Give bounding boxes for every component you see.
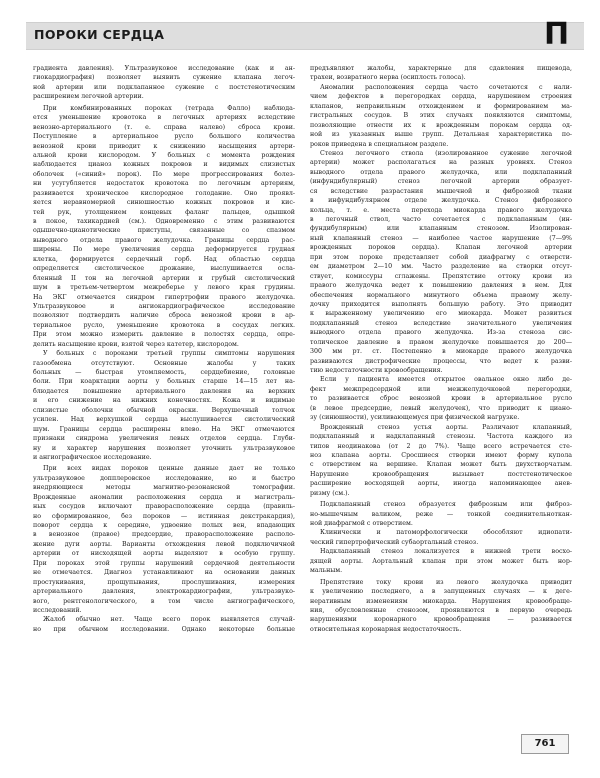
text-line: ультразвуковое допплеровское исследование, но и быстро xyxy=(33,474,295,482)
text-line: с отверстием на вершине. Клапан может быть двухстворчатым. xyxy=(310,461,572,469)
text-line: усилен. Над верхушкой сердца выслушивается систолический xyxy=(33,416,295,424)
text-line: дочку приходится выполнять большую работу. Это приводит xyxy=(310,300,572,308)
text-line: ствует, комиссуры сглажены. Препятствие оттоку крови из xyxy=(310,272,572,280)
text-line: Стеноз легочного ствола (изолированное сужение легочной xyxy=(320,149,572,157)
text-line: больных — быстрая утомляемость, сердцебиение, головные xyxy=(33,369,295,376)
text-line: яется неравномерной синюшностью кожных покровов и кис- xyxy=(33,199,295,207)
text-line: и его снижение на нижних конечностях. Кожа и видимые xyxy=(33,397,295,405)
text-line: мальным. xyxy=(310,567,343,575)
page-title: ПОРОКИ СЕРДЦА xyxy=(34,27,165,42)
text-line: бленный II тон на легочной артерии и грубый систолический xyxy=(33,274,295,282)
text-line: в легочный ствол, часто сочетается с подклапанным (ин- xyxy=(310,216,572,223)
text-line: ный клапанный стеноз — наиболее частое нарушение (7—9% xyxy=(310,234,572,242)
text-line: градиента давления). Ультразвуковое исследование (как и ан- xyxy=(33,65,295,72)
page-number: 761 xyxy=(521,734,569,754)
text-line: шум. Границы сердца расширены влево. На ЭКГ отмечаются xyxy=(33,425,295,433)
text-line: Ультразвуковое и ангиокардиографическое исследование xyxy=(33,302,295,310)
text-line: подклапанный и надклапанный стенозы. Частота каждого из xyxy=(310,433,572,441)
text-line: Нарушение кровообращения вызывает постстенотическое xyxy=(310,470,572,478)
text-line: расширением легочной артерии. xyxy=(33,93,144,101)
text-line: фундибулярным) или клапанным стенозом. Изолирован- xyxy=(310,225,572,233)
text-line: газообмена отсутствуют. Основные жалобы у таких xyxy=(33,359,295,367)
text-line: венозно-артериального (т. е. справа налево) сброса крови. xyxy=(33,123,295,131)
text-line: относительная коронарная недостаточность. xyxy=(310,625,462,633)
text-line: признаки синдрома увеличения левых отделов сердца. Глуби- xyxy=(33,435,295,443)
text-line: ной артерии или подклапанное сужение с постстенотическим xyxy=(33,83,295,91)
text-line: ся вследствие разрастания мышечной и фиброзной ткани xyxy=(310,187,572,195)
text-line: вого, рентгенологического, в том числе ангиографического, xyxy=(33,597,295,605)
text-line: Подклапанный стеноз образуется фиброзным или фиброз- xyxy=(320,501,572,509)
text-line: Врожденный стеноз устья аорты. Различают клапанный, xyxy=(320,423,572,431)
text-line: развивается хроническое кислородное голодание. Оно проявл- xyxy=(33,189,295,197)
text-line: слизистые оболочки обычной окраски. Верхушечный толчок xyxy=(33,406,295,414)
text-line: при этом пороке представляет собой диафрагму с отверсти- xyxy=(310,253,572,261)
text-line: врожденных пороков сердца). Клапан легочной артерии xyxy=(310,244,572,252)
text-line: обеспечения нормального минутного объема правому желу- xyxy=(310,291,572,299)
text-line: артерии) может располагаться на разных уровнях. Стеноз xyxy=(310,159,572,167)
text-line: позволяют подтвердить наличие сброса венозной крови в ар- xyxy=(33,312,295,320)
text-line: то развивается сброс венозной крови в артериальное русло xyxy=(310,395,572,403)
text-line: шум в третьем-четвертом межреберье у левого края грудины. xyxy=(33,284,295,292)
text-line: Аномалии расположения сердца часто сочетаются с нали- xyxy=(320,83,572,91)
text-line: артерии от нисходящей аорты выделяют в особую группу. xyxy=(33,550,295,558)
text-line: внедряющиеся методы магнитно-резонансной томографии. xyxy=(33,484,295,492)
text-line: жение дуги аорты. Варианты отхождения левой подключичной xyxy=(33,540,295,548)
text-line: При всех видах пороков ценные данные дает не только xyxy=(43,465,295,473)
text-line: нарушениями коронарного кровообращения — развивается xyxy=(310,616,572,624)
text-line: выводного отдела правого желудочка. Границы сердца рас- xyxy=(33,236,295,244)
text-line: альной крови кислородом. У больных с момента рождения xyxy=(33,151,295,159)
text-line: позволяющие отнести их к врожденным порокам сердца од- xyxy=(310,121,572,129)
text-line: подклапанный стеноз вследствие значительного увеличения xyxy=(310,319,572,327)
text-line: При комбинированных пороках (тетрада Фалло) наблюда- xyxy=(43,104,295,112)
text-line: гистральных сосудов. В этих случаях появляются симптомы, xyxy=(310,112,572,120)
text-line: При этом можно измерить давление в полостях сердца, опре- xyxy=(33,331,295,339)
text-line: Надклапанный стеноз локализуется в нижней трети восхо- xyxy=(320,548,572,556)
text-line: ни усугубляется недостаток кровотока по легочным артериям, xyxy=(33,180,295,188)
text-line: Если у пациента имеется открытое овальное окно либо де- xyxy=(320,376,572,384)
text-line: чием дефектов в перегородках сердца, нарушением строения xyxy=(310,93,572,101)
text-line: неративным изменениям миокарда. Нарушения кровообраще- xyxy=(310,597,572,605)
text-line: ем диаметром 2—10 мм. Часто разделение на створки отсут- xyxy=(310,263,572,271)
text-line: исследований. xyxy=(33,606,82,614)
text-line: поворот сердца к середине, удвоение полых вен, впадающих xyxy=(33,522,295,529)
text-line: При пороках этой группы нарушений сердечной деятельности xyxy=(33,559,295,567)
text-line: к увеличению последнего, а в запущенных случаях — к деге- xyxy=(310,588,572,596)
text-line: (инфундибулярный) стеноз легочной артерии образует- xyxy=(310,178,572,186)
text-line: У больных с пороками третьей группы симптомы нарушения xyxy=(43,350,295,358)
text-line: выводного отдела правого желудочка. Из-за стеноза сис- xyxy=(310,329,572,337)
text-line: в покое, тахикардией (см.). Одновременно с этим развиваются xyxy=(33,218,295,225)
text-line: толическое давление в правом желудочке повышается до 200— xyxy=(310,338,572,346)
text-line: Жалоб обычно нет. Чаще всего порок выявляется случай- xyxy=(43,616,295,624)
text-line: ется уменьшение кровотока в легочных артериях вследствие xyxy=(33,114,295,122)
text-line: На ЭКГ отмечается синдром гипертрофии правого желудочка. xyxy=(33,293,295,301)
text-line: к выраженному увеличению его миокарда. Может развиться xyxy=(310,310,572,318)
text-line: в инфундибулярном отделе желудочка. Стеноз фиброзного xyxy=(310,197,572,205)
text-line: боли. При коарктации аорты у больных старше 14—15 лет на- xyxy=(33,378,295,386)
text-line: (в левое предсердие, левый желудочек), что приводит к циано- xyxy=(310,404,572,412)
text-line: ческий гипертрофический субаортальный стеноз. xyxy=(310,538,479,546)
text-line: ной из указанных выше групп. Детальная характеристика по- xyxy=(310,131,572,139)
text-line: трахеи, возвратного нерва (осиплость голоса). xyxy=(310,74,466,82)
text-line: ных сосудов включают праворасположение сердца (правиль- xyxy=(33,503,295,511)
section-letter: П xyxy=(544,17,570,52)
text-line: зу (синюшности), усиливающемуся при физической нагрузке. xyxy=(310,414,520,422)
text-line: в венозное (правое) предсердие, праворасположение располо- xyxy=(33,531,295,539)
text-line: предъявляют жалобы, характерные для сдавления пищевода, xyxy=(310,65,572,72)
text-line: правого желудочка ведет к повышению давления в нем. Для xyxy=(310,282,572,290)
text-line: фект межпредсердной или межжелудочковой перегородки, xyxy=(310,385,572,393)
text-line: Клинически и патоморфологически обособляют идиопати- xyxy=(320,529,572,537)
text-line: развиваются дистрофические процессы, что ведет к разви- xyxy=(310,357,572,365)
text-line: ризму (см.). xyxy=(310,489,350,497)
text-line: типов неодинакова (от 2 до 7%). Чаще всего встречается сте- xyxy=(310,442,572,450)
text-line: Врожденные аномалии расположения сердца и магистраль- xyxy=(33,493,295,501)
text-line: Препятствие току крови из левого желудочка приводит xyxy=(320,578,572,586)
text-line: но при обычном исследовании. Однако некоторые больные xyxy=(33,625,295,633)
text-line: и ангиографическое исследование. xyxy=(33,453,152,461)
text-line: ну и характер нарушения позволяет уточнить ультразвуковое xyxy=(33,444,295,452)
right-column xyxy=(310,64,572,634)
text-line: но-мышечным валиком, реже — тонкой соединительноткан- xyxy=(310,510,572,518)
text-line: 300 мм рт. ст. Постепенно в миокарде правого желудочка xyxy=(310,348,572,356)
text-line: оболочек («синий» порок). По мере прогрессирования болез- xyxy=(33,170,295,178)
text-line: делить насыщение крови, взятой через катетер, кислородом. xyxy=(33,340,239,348)
text-line: простукивания, прощупывания, прослушивания, измерения xyxy=(33,578,295,586)
text-line: териальное русло, уменьшение кровотока в сосудах легких. xyxy=(33,321,295,329)
text-line: выводного отдела правого желудочка, или подклапанный xyxy=(310,168,572,176)
text-line: клапанов, неправильным отхождением и формированием ма- xyxy=(310,102,572,110)
text-line: наблюдается цианоз кожных покровов и видимых слизистых xyxy=(33,161,295,169)
text-line: определяется систолическое дрожание, выслушивается осла- xyxy=(33,265,295,273)
text-line: одышечно-цианотические приступы, связанные со спазмом xyxy=(33,227,295,235)
text-line: гиокардиография) позволяет выявить сужение клапана легоч- xyxy=(33,74,295,82)
text-line: артериального давления, электрокардиографии, ультразвуко- xyxy=(33,588,295,596)
text-line: венозной крови приводит к снижению насыщения артери- xyxy=(33,142,295,150)
left-column xyxy=(33,64,295,634)
text-line: тию недостаточности кровообращения. xyxy=(310,367,443,374)
text-line: не отмечается. Диагноз устанавливают на основании данных xyxy=(33,569,295,577)
text-line: кольца, т. е. места перехода миокарда правого желудочка xyxy=(310,206,572,214)
text-line: роков приведена в специальном разделе. xyxy=(310,140,449,148)
text-line: Поступление в артериальное русло большого количества xyxy=(33,133,295,141)
text-line: клетка, формируется сердечный горб. Над областью сердца xyxy=(33,255,295,263)
text-line: дящей аорты. Аортальный клапан при этом может быть нор- xyxy=(310,557,572,565)
text-line: ширены. По мере увеличения сердца деформируется грудная xyxy=(33,246,295,254)
text-line: тей рук, утолщением концевых фаланг пальцев, одышкой xyxy=(33,208,295,216)
text-line: ноз клапана аорты. Сросшиеся створки имеют форму купола xyxy=(310,451,572,459)
text-line: блюдается повышение артериального давления на верхних xyxy=(33,387,295,395)
text-line: расширение восходящей аорты, иногда напоминающее анев- xyxy=(310,480,572,488)
text-line: ния, обусловленные стенозом, проявляются в первую очередь xyxy=(310,606,572,614)
text-line: но сформированное, без пороков — истинная декстракардия), xyxy=(33,512,295,520)
text-line: ной диафрагмой с отверстием. xyxy=(310,520,413,527)
